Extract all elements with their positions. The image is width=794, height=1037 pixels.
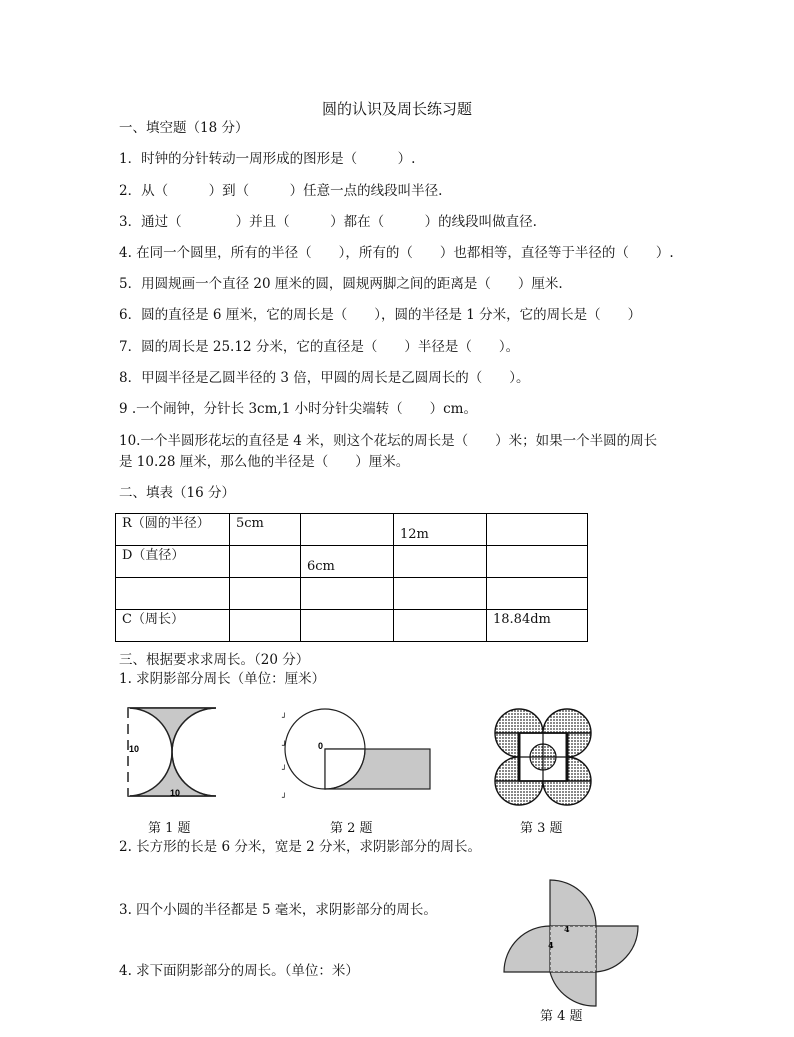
table-cell: 5cm: [230, 514, 301, 546]
figure-2: [280, 710, 435, 805]
table-row: [116, 514, 588, 546]
table-cell: [230, 610, 301, 642]
figure-2-center-label: 0: [318, 741, 324, 751]
svg-text:┘: ┘: [282, 793, 287, 802]
section2-heading: 二、填表（16 分）: [119, 485, 235, 501]
question-1-1: 1．时钟的分针转动一周形成的图形是（ ）.: [119, 151, 416, 167]
svg-text:┘: ┘: [282, 741, 287, 750]
figure-1: [120, 700, 225, 805]
question-3-2: 2. 长方形的长是 6 分米，宽是 2 分米，求阴影部分的周长。: [119, 839, 482, 855]
table-row: [116, 546, 588, 578]
table-cell: R（圆的半径）: [116, 514, 230, 546]
figure-4-top-label: 4: [564, 924, 570, 934]
figure-4-left-label: 4: [548, 940, 554, 950]
figure-1-side-label: 10: [129, 744, 140, 754]
question-1-6: 6．圆的直径是 6 厘米，它的周长是（ ），圆的半径是 1 分米，它的周长是（ ）: [119, 307, 642, 323]
question-1-2: 2．从（ ）到（ ）任意一点的线段叫半径.: [119, 183, 443, 199]
figure-4: [500, 878, 640, 1008]
figure-1-caption: 第 1 题: [148, 821, 191, 836]
table-cell: 12m: [394, 514, 487, 546]
table-cell: [487, 514, 588, 546]
table-cell: [394, 546, 487, 578]
section3-heading: 三、根据要求求周长。（20 分）: [119, 652, 310, 668]
question-1-8: 8．甲圆半径是乙圆半径的 3 倍，甲圆的周长是乙圆周长的（ ）。: [119, 370, 530, 386]
svg-text:┘: ┘: [282, 765, 287, 774]
table-cell: [301, 578, 394, 610]
table-cell: [394, 578, 487, 610]
question-1-3: 3．通过（ ）并且（ ）都在（ ）的线段叫做直径.: [119, 214, 537, 230]
figure-3: [493, 707, 598, 812]
section1-heading: 一、填空题（18 分）: [119, 120, 249, 136]
table-row: [116, 610, 588, 642]
question-1-10: 10.一个半圆形花坛的直径是 4 米，则这个花坛的周长是（ ）米；如果一个半圆的周长: [119, 433, 658, 449]
table-cell: 6cm: [301, 546, 394, 578]
table-cell: [487, 546, 588, 578]
figure-1-bottom-label: 10: [170, 788, 181, 798]
table-cell: [487, 578, 588, 610]
question-1-7: 7．圆的周长是 25.12 分米，它的直径是（ ）半径是（ ）。: [119, 339, 520, 355]
figure-3-caption: 第 3 题: [520, 821, 563, 836]
page-title: 圆的认识及周长练习题: [321, 100, 472, 118]
table-cell: [394, 610, 487, 642]
question-1-5: 5．用圆规画一个直径 20 厘米的圆，圆规两脚之间的距离是（ ）厘米.: [119, 276, 563, 292]
question-1-4: 4. 在同一个圆里，所有的半径（ ），所有的（ ）也都相等，直径等于半径的（ ）.: [119, 245, 674, 261]
table-cell: 18.84dm: [487, 610, 588, 642]
question-1-9: 9 .一个闹钟，分针长 3cm,1 小时分针尖端转（ ）cm。: [119, 401, 477, 417]
figure-2-caption: 第 2 题: [330, 821, 373, 836]
question-1-10-cont: 是 10.28 厘米，那么他的半径是（ ）厘米。: [119, 454, 410, 470]
table-cell: [116, 578, 230, 610]
table-cell: [230, 578, 301, 610]
question-3-4: 4. 求下面阴影部分的周长。（单位：米）: [119, 963, 359, 979]
table-cell: [230, 546, 301, 578]
svg-text:┘: ┘: [282, 713, 287, 722]
table-row: [116, 578, 588, 610]
figure-4-caption: 第 4 题: [540, 1009, 583, 1024]
table-cell: C（周长）: [116, 610, 230, 642]
question-3-1: 1. 求阴影部分周长（单位：厘米）: [119, 671, 326, 687]
table-cell: [301, 610, 394, 642]
table-cell: [301, 514, 394, 546]
fill-table: [115, 513, 588, 642]
table-cell: D（直径）: [116, 546, 230, 578]
question-3-3: 3. 四个小圆的半径都是 5 毫米，求阴影部分的周长。: [119, 902, 437, 918]
